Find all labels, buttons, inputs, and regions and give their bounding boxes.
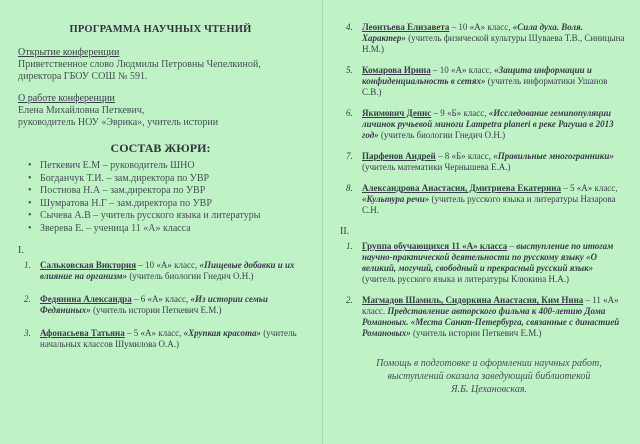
- credit-line: выступлений оказала заведующий библиотекой: [387, 371, 591, 382]
- item-teacher: (учитель русского языка и литературы Назарова С.Н.: [362, 194, 616, 215]
- opening-heading: Открытие конференции: [18, 47, 120, 58]
- jury-member: • Зверева Е. – ученица 11 «А» класса: [40, 223, 303, 236]
- opening-line: Приветственное слово Людмилы Петровны Чепелкиной,: [18, 59, 261, 70]
- item-teacher: (учитель математики Чернышева Е.А.): [362, 162, 511, 172]
- item-topic: «Сила духа. Воля. Характер»: [362, 22, 583, 43]
- jury-member: • Богданчук Т.И. – зам.директора по УВР: [40, 173, 303, 186]
- program-item: [340, 151, 628, 173]
- jury-member: • Шумратова Н.Г – зам.директора по УВР: [40, 198, 303, 211]
- item-teacher: (учитель физической культуры Шуваева Т.В., Синицына Н.М.): [362, 33, 625, 54]
- item-teacher: (учитель истории Петкевич Е.М.): [410, 328, 542, 338]
- section-2-label: II.: [340, 226, 350, 237]
- fold-line: [322, 0, 323, 444]
- item-class: – 5 «А» класс,: [124, 328, 184, 338]
- about-line: Елена Михайловна Петкевич,: [18, 105, 145, 116]
- item-teacher: (учитель биологии Гнедич О.Н.): [127, 271, 254, 281]
- item-class: – 11 «А» класс.: [362, 295, 619, 316]
- item-topic: «Исследование гемипопуляции личинок ручьевой миноги Lampetra planeri в реке Рагуша в 2013 год»: [362, 108, 614, 140]
- speaker-name: Александрова Анастасия, Дмитриева Екатерина: [362, 183, 561, 193]
- credit-line: Я.Б. Цехановская.: [451, 384, 527, 395]
- item-teacher: (учитель информатики Ушанов С.В.): [362, 76, 608, 97]
- speaker-name: Магмадов Шамиль, Сидоркина Анастасия, Ким Нина: [362, 295, 584, 305]
- opening-line: директора ГБОУ СОШ № 591.: [18, 71, 148, 82]
- speaker-name: Парфенов Андрей: [362, 151, 436, 161]
- item-topic: «Из истории семьи Федяниных»: [40, 294, 268, 315]
- credit-line: Помощь в подготовке и оформлении научных работ,: [376, 358, 602, 369]
- item-class: – 6 «А» класс,: [131, 294, 191, 304]
- item-number: 1.: [24, 260, 31, 270]
- item-number: 2.: [24, 294, 31, 304]
- item-class: – 10 «А» класс,: [449, 22, 513, 32]
- item-class: – 9 «Б» класс,: [431, 108, 489, 118]
- item-class: – 10 «А» класс,: [136, 260, 200, 270]
- program-item: [18, 294, 303, 316]
- program-item: [18, 260, 303, 282]
- program-item: [340, 241, 628, 285]
- item-number: 5.: [346, 65, 353, 75]
- speaker-name: Афонасьева Татьяна: [40, 328, 125, 338]
- program-item: [18, 328, 303, 350]
- program-item: [340, 65, 628, 98]
- item-number: 1.: [346, 241, 353, 251]
- item-topic: выступление по итогам научно-практической деятельности по русскому языку «О великий, могучий, свободный и прекрасный русский язык»: [362, 241, 614, 273]
- right-column: [340, 22, 628, 396]
- program-item: [340, 108, 628, 141]
- item-teacher: (учитель начальных классов Шумилова О.А.): [40, 328, 297, 349]
- item-teacher: (учитель русского языка и литературы Клюкина Н.А.): [362, 274, 569, 284]
- item-topic: «Культура речи»: [362, 194, 430, 204]
- item-number: 3.: [24, 328, 31, 338]
- item-class: –: [507, 241, 517, 251]
- speaker-name: Федянина Александра: [40, 294, 132, 304]
- library-credit: [340, 357, 628, 396]
- item-teacher: (учитель биологии Гнедич О.Н.): [378, 130, 506, 140]
- item-number: 2.: [346, 295, 353, 305]
- item-number: 8.: [346, 183, 353, 193]
- speaker-name: Комарова Ирина: [362, 65, 431, 75]
- program-title: ПРОГРАММА НАУЧНЫХ ЧТЕНИЙ: [69, 24, 252, 35]
- about-line: руководитель НОУ «Эврика», учитель истории: [18, 117, 219, 128]
- item-topic: Представление авторского фильма к 400-летию Дома Романовых. «Места Санкт-Петербурга, связанные с династией Романовых»: [362, 306, 620, 338]
- speaker-name: Якимович Денис: [362, 108, 432, 118]
- jury-member: • Сычева А.В – учитель русского языка и литературы: [40, 210, 303, 223]
- jury-member: • Петкевич Е.М – руководитель ШНО: [40, 160, 303, 173]
- item-number: 7.: [346, 151, 353, 161]
- program-item: [340, 183, 628, 216]
- speaker-name: Сальковская Виктория: [40, 260, 137, 270]
- item-class: – 8 «Б» класс,: [435, 151, 494, 161]
- item-number: 4.: [346, 22, 353, 32]
- jury-list: [18, 160, 303, 235]
- item-teacher: (учитель истории Петкевич Е.М.): [90, 305, 222, 315]
- opening-block: [18, 47, 303, 83]
- item-topic: «Пищевые добавки и их влияние на организм»: [40, 260, 295, 281]
- item-topic: «Хрупкая красота»: [183, 328, 262, 338]
- section-1-label: I.: [18, 245, 24, 256]
- program-item: [340, 22, 628, 55]
- jury-member: • Постнова Н.А – зам.директора по УВР: [40, 185, 303, 198]
- speaker-name: Группа обучающихся 11 «А» класса: [362, 241, 508, 251]
- program-item: [340, 295, 628, 339]
- item-number: 6.: [346, 108, 353, 118]
- left-column: [18, 24, 303, 362]
- jury-title: СОСТАВ ЖЮРИ:: [110, 141, 211, 155]
- item-topic: «Защита информации и конфиденциальность в сетях»: [362, 65, 592, 86]
- speaker-name: Леонтьева Елизавета: [362, 22, 450, 32]
- item-class: – 5 «А» класс,: [560, 183, 618, 193]
- item-topic: «Правильные многогранники»: [493, 151, 614, 161]
- about-heading: О работе конференции: [18, 93, 115, 104]
- about-block: [18, 93, 303, 129]
- item-class: – 10 «А» класс,: [430, 65, 495, 75]
